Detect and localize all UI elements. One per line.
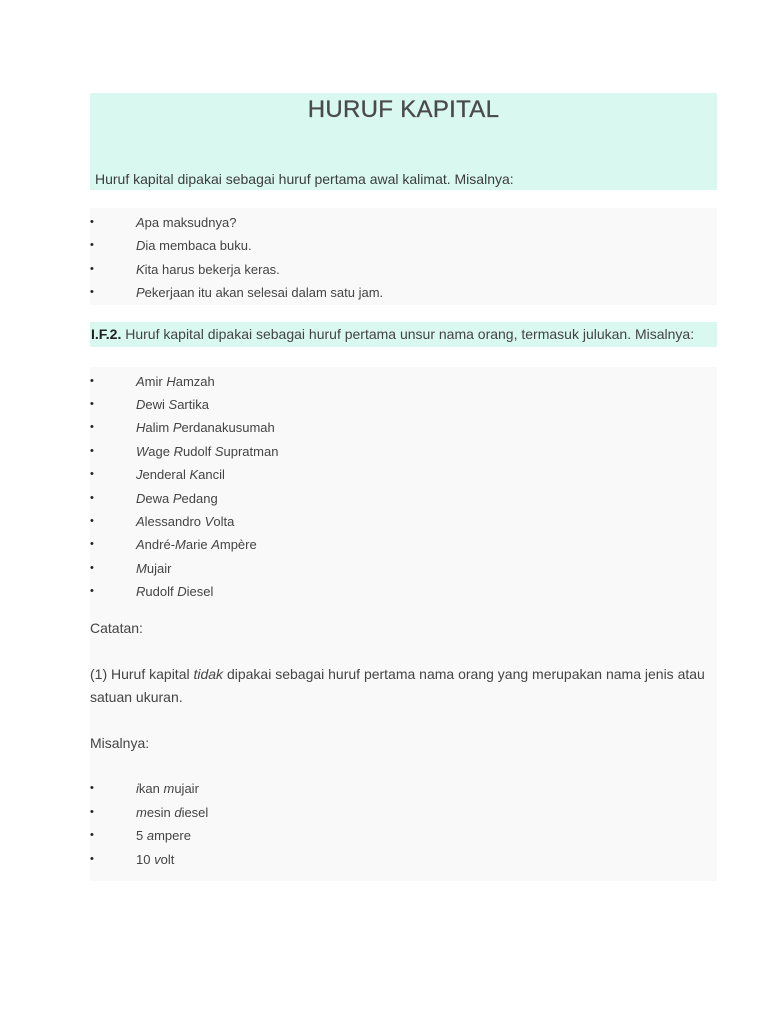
list-item bbox=[90, 258, 717, 281]
note-1 bbox=[90, 663, 717, 709]
bullet-icon: • bbox=[90, 852, 94, 865]
item-rest: pa maksudnya? bbox=[144, 215, 237, 230]
bullet-icon: • bbox=[90, 585, 94, 598]
item-text: 5 ampere bbox=[136, 828, 191, 844]
bullet-icon: • bbox=[90, 421, 94, 434]
bullet-icon: • bbox=[90, 561, 94, 574]
item-rest: ia membaca buku. bbox=[145, 238, 252, 254]
note-1-before: (1) Huruf kapital bbox=[90, 666, 194, 683]
list-item bbox=[90, 416, 717, 439]
list-item bbox=[90, 370, 717, 393]
item-initial: A bbox=[136, 215, 145, 230]
item-text: mesin diesel bbox=[136, 804, 209, 820]
list-item bbox=[90, 557, 717, 580]
document bbox=[90, 93, 717, 881]
item-text: Mujair bbox=[136, 560, 172, 576]
bullet-icon: • bbox=[90, 491, 94, 504]
item-initial: P bbox=[136, 285, 145, 301]
list-item bbox=[90, 393, 717, 416]
bullet-icon: • bbox=[90, 239, 94, 252]
note-1-after: dipakai sebagai huruf pertama nama orang yang merupakan nama jenis atau satuan ukuran. bbox=[90, 666, 705, 706]
item-text: Dewi Sartika bbox=[136, 396, 209, 412]
item-text: Jenderal Kancil bbox=[136, 467, 225, 483]
list-item bbox=[90, 510, 717, 533]
bullet-icon: • bbox=[90, 514, 94, 527]
example-list-1 bbox=[90, 208, 717, 305]
list-item bbox=[90, 801, 717, 824]
item-text: Wage Rudolf Supratman bbox=[136, 443, 279, 459]
misalnya-label: Misalnya: bbox=[90, 735, 150, 752]
bullet-icon: • bbox=[90, 374, 94, 387]
list-item bbox=[90, 211, 717, 234]
list-item bbox=[90, 463, 717, 486]
list-item bbox=[90, 281, 717, 304]
item-initial: K bbox=[136, 261, 145, 277]
bullet-icon: • bbox=[90, 829, 94, 842]
section-text: Huruf kapital dipakai sebagai huruf pertama unsur nama orang, termasuk julukan. Misalnya: bbox=[125, 325, 695, 342]
item-initial: D bbox=[136, 238, 146, 254]
item-rest: ita harus bekerja keras. bbox=[144, 261, 280, 277]
item-text: Alessandro Volta bbox=[136, 513, 235, 529]
item-text: 10 volt bbox=[136, 851, 175, 867]
bullet-icon: • bbox=[90, 538, 94, 551]
bullet-icon: • bbox=[90, 397, 94, 410]
list-item bbox=[90, 440, 717, 463]
list-item bbox=[90, 777, 717, 800]
item-text: Amir Hamzah bbox=[136, 373, 215, 389]
list-item bbox=[90, 824, 717, 847]
bullet-icon: • bbox=[90, 444, 94, 457]
item-text: Halim Perdanakusumah bbox=[136, 420, 275, 436]
intro-text: Huruf kapital dipakai sebagai huruf pertama awal kalimat. Misalnya: bbox=[95, 171, 514, 187]
bullet-icon: • bbox=[90, 286, 94, 299]
list-item bbox=[90, 487, 717, 510]
bullet-icon: • bbox=[90, 262, 94, 275]
bullet-icon: • bbox=[90, 468, 94, 481]
page-title: HURUF KAPITAL bbox=[307, 96, 500, 123]
item-text: Rudolf Diesel bbox=[136, 584, 214, 600]
catatan-label: Catatan: bbox=[90, 620, 143, 637]
bullet-icon: • bbox=[90, 782, 94, 795]
example-list-2-box bbox=[90, 367, 717, 881]
list-item bbox=[90, 580, 717, 603]
item-text: Dewa Pedang bbox=[136, 490, 218, 506]
title-block bbox=[90, 93, 717, 190]
list-item bbox=[90, 848, 717, 871]
item-text: ikan mujair bbox=[136, 781, 199, 797]
section-code: I.F.2. bbox=[91, 325, 122, 342]
list-item bbox=[90, 533, 717, 556]
item-rest: ekerjaan itu akan selesai dalam satu jam. bbox=[144, 285, 384, 301]
list-item bbox=[90, 234, 717, 257]
note-1-emphasis: tidak bbox=[193, 666, 224, 683]
section-heading-if2 bbox=[90, 322, 717, 347]
bullet-icon: • bbox=[90, 805, 94, 818]
item-text: André-Marie Ampère bbox=[136, 537, 257, 553]
bullet-icon: • bbox=[90, 216, 94, 228]
